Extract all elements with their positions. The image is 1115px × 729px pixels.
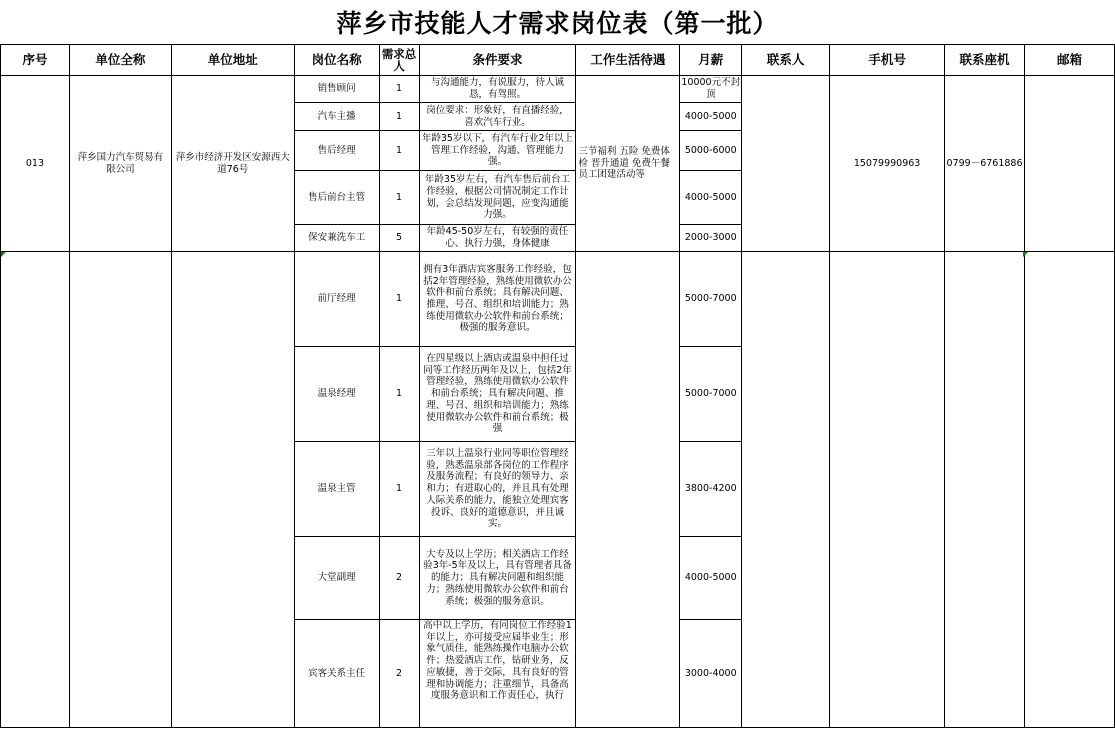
seq-cell: 013 (1, 76, 70, 252)
job-title-cell: 温泉经理 (294, 347, 379, 442)
header-email: 邮箱 (1025, 45, 1115, 76)
sheet-title: 萍乡市技能人才需求岗位表（第一批） (336, 9, 779, 38)
job-title-cell: 售后经理 (294, 131, 379, 171)
count-cell: 1 (379, 347, 419, 442)
benefits-cell: 三节福利 五险 免费体检 晋升通道 免费午餐 员工团建活动等 (576, 76, 680, 252)
job-title-cell: 售后前台主管 (294, 171, 379, 225)
table-row (1, 252, 1115, 347)
requirements-cell: 年龄45-50岁左右，有较强的责任心、执行力强，身体健康 (419, 225, 576, 252)
job-title-cell: 前厅经理 (294, 252, 379, 347)
count-cell: 1 (379, 103, 419, 131)
requirements-cell: 与沟通能力，有说服力，待人诚恳，有驾照。 (419, 76, 576, 103)
email-cell (1025, 252, 1115, 728)
count-cell: 1 (379, 171, 419, 225)
salary-cell: 4000-5000 (680, 171, 742, 225)
email-cell (1025, 76, 1115, 252)
salary-cell: 10000元不封顶 (680, 76, 742, 103)
cell-marker-icon (1023, 252, 1028, 257)
header-count: 需求总人 (379, 45, 419, 76)
salary-cell: 5000-7000 (680, 347, 742, 442)
header-seq: 序号 (1, 45, 70, 76)
job-title-cell: 宾客关系主任 (294, 620, 379, 728)
salary-cell: 5000-6000 (680, 131, 742, 171)
count-cell: 2 (379, 537, 419, 620)
header-salary: 月薪 (680, 45, 742, 76)
salary-cell: 3000-4000 (680, 620, 742, 728)
benefits-cell (576, 252, 680, 728)
requirements-cell: 在四星级以上酒店或温泉中担任过同等工作经历两年及以上，包括2年管理经验，熟练使用微软办公软件和前台系统；具有解决问题、推理、号召、组织和培训能力；熟练使用微软办公软件和前台系统；极强 (419, 347, 576, 442)
count-cell: 1 (379, 131, 419, 171)
header-job-title: 岗位名称 (294, 45, 379, 76)
company-name-cell: 萍乡国力汽车贸易有限公司 (69, 76, 171, 252)
header-phone: 手机号 (830, 45, 945, 76)
header-contact: 联系人 (742, 45, 830, 76)
requirements-cell: 岗位要求：形象好，有直播经验，喜欢汽车行业。 (419, 103, 576, 131)
cell-marker-icon (1, 252, 6, 257)
phone-cell: 15079990963 (830, 76, 945, 252)
contact-cell (742, 76, 830, 252)
table-row (1, 76, 1115, 103)
job-title-cell: 温泉主管 (294, 442, 379, 537)
requirements-cell: 高中以上学历，有同岗位工作经验1年以上，亦可接受应届毕业生；形象气质佳，能熟练操作电脑办公软件；热爱酒店工作，钻研业务，反应敏捷，善于交际，具有良好的管理和协调能力；注重细节，具备高度服务意识和工作责任心，执行 (419, 620, 576, 728)
job-table (0, 44, 1115, 728)
job-title-cell: 大堂副理 (294, 537, 379, 620)
requirements-cell: 拥有3年酒店宾客服务工作经验，包括2年管理经验，熟练使用微软办公软件和前台系统；具有解决问题、推理、号召、组织和培训能力；熟练使用微软办公软件和前台系统；极强的服务意识。 (419, 252, 576, 347)
salary-cell: 3800-4200 (680, 442, 742, 537)
contact-cell (742, 252, 830, 728)
job-title-cell: 销售顾问 (294, 76, 379, 103)
requirements-cell: 三年以上温泉行业同等职位管理经验，熟悉温泉部各岗位的工作程序及服务流程；有良好的领导力、亲和力；有进取心的，并且具有处理人际关系的能力，能独立处理宾客投诉、良好的道德意识，并且诚实。 (419, 442, 576, 537)
salary-cell: 4000-5000 (680, 103, 742, 131)
count-cell: 2 (379, 620, 419, 728)
requirements-cell: 年龄35岁以下，有汽车行业2年以上管理工作经验，沟通、管理能力强。 (419, 131, 576, 171)
header-company-name: 单位全称 (69, 45, 171, 76)
salary-cell: 2000-3000 (680, 225, 742, 252)
job-title-cell: 保安兼洗车工 (294, 225, 379, 252)
company-address-cell: 萍乡市经济开发区安源西大道76号 (171, 76, 294, 252)
header-requirements: 条件要求 (419, 45, 576, 76)
requirements-cell: 年龄35岁左右，有汽车售后前台工作经验，根据公司情况制定工作计划，会总结发现问题，应变沟通能力强。 (419, 171, 576, 225)
header-benefits: 工作生活待遇 (576, 45, 680, 76)
header-landline: 联系座机 (945, 45, 1025, 76)
header-company-address: 单位地址 (171, 45, 294, 76)
count-cell: 5 (379, 225, 419, 252)
landline-cell: 0799－6761886 (945, 76, 1025, 252)
company-name-cell (69, 252, 171, 728)
count-cell: 1 (379, 76, 419, 103)
seq-cell (1, 252, 70, 728)
header-row (1, 45, 1115, 76)
job-title-cell: 汽车主播 (294, 103, 379, 131)
requirements-cell: 大专及以上学历；相关酒店工作经验3年-5年及以上，具有管理者具备的能力；具有解决问题和组织能力；熟练使用微软办公软件和前台系统；极强的服务意识。 (419, 537, 576, 620)
landline-cell (945, 252, 1025, 728)
count-cell: 1 (379, 252, 419, 347)
company-address-cell (171, 252, 294, 728)
phone-cell (830, 252, 945, 728)
salary-cell: 4000-5000 (680, 537, 742, 620)
salary-cell: 5000-7000 (680, 252, 742, 347)
count-cell: 1 (379, 442, 419, 537)
